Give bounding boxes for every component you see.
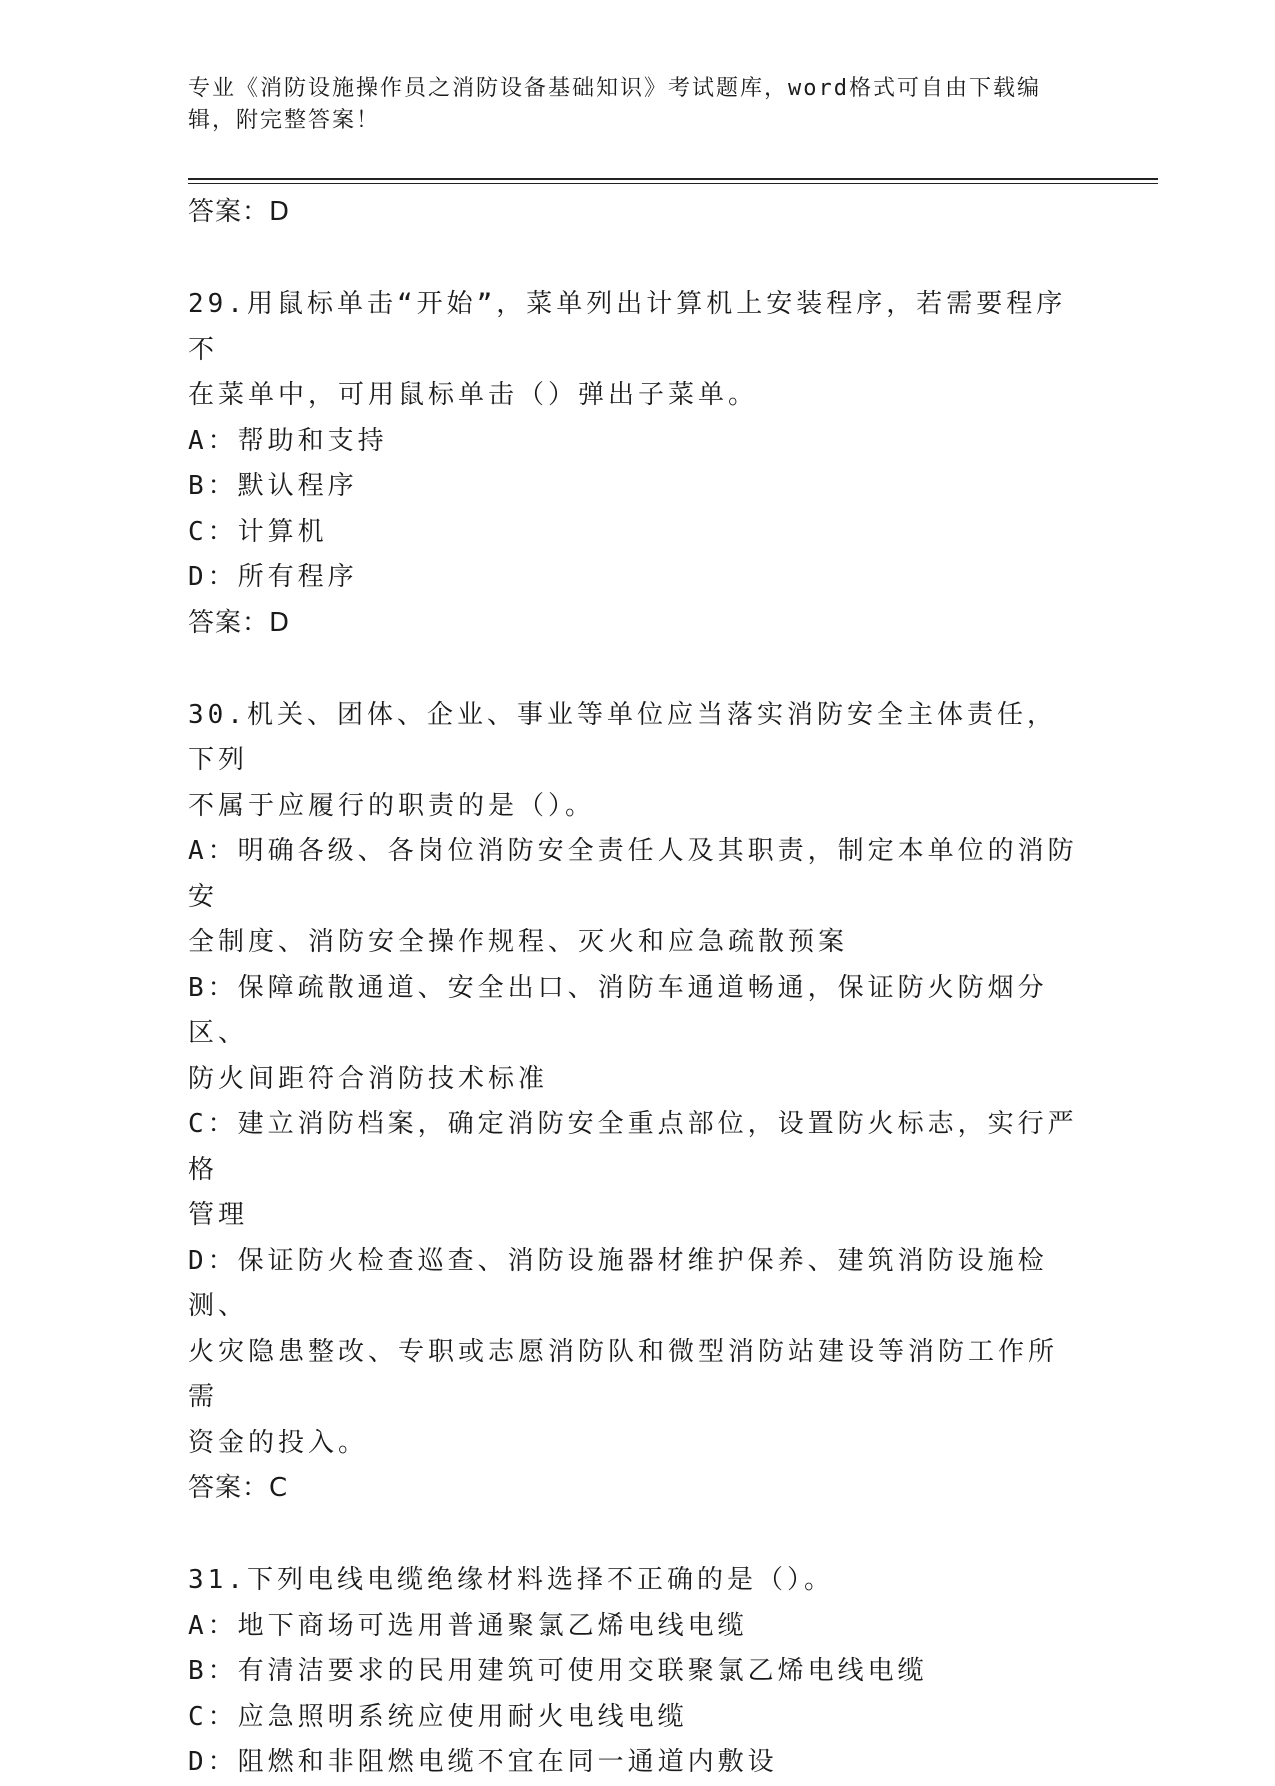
option-d: D：保证防火检查巡查、消防设施器材维护保养、建筑消防设施检测、 [188, 1245, 1048, 1321]
question-stem: 在菜单中，可用鼠标单击（）弹出子菜单。 [188, 380, 759, 410]
question-stem: 29.用鼠标单击“开始”，菜单列出计算机上安装程序，若需要程序不 [188, 289, 1067, 365]
option-c: C：建立消防档案，确定消防安全重点部位，设置防火标志，实行严格 [188, 1109, 1078, 1185]
spacer [188, 234, 1078, 282]
header-rule-thick [188, 178, 1158, 180]
option-d: D：阻燃和非阻燃电缆不宜在同一通道内敷设 [188, 1747, 778, 1777]
option-d: D：所有程序 [188, 562, 358, 592]
option-b: B：默认程序 [188, 471, 358, 501]
option-b: 防火间距符合消防技术标准 [188, 1063, 549, 1094]
option-c: 管理 [188, 1200, 249, 1230]
option-c: C：应急照明系统应使用耐火电线电缆 [188, 1701, 688, 1732]
question-stem: 31.下列电线电缆绝缘材料选择不正确的是（）。 [188, 1565, 834, 1595]
option-a: A：帮助和支持 [188, 425, 388, 456]
option-c: C：计算机 [188, 516, 328, 547]
header-rule-thin [188, 183, 1158, 184]
option-a: 全制度、消防安全操作规程、灭火和应急疏散预案 [188, 927, 849, 957]
spacer [188, 1510, 1078, 1558]
question-30 [188, 693, 1078, 1511]
spacer [188, 645, 1078, 693]
option-a: A：地下商场可选用普通聚氯乙烯电线电缆 [188, 1610, 748, 1641]
option-b: B：有清洁要求的民用建筑可使用交联聚氯乙烯电线电缆 [188, 1656, 928, 1686]
answer-line: 答案：D [188, 607, 291, 638]
option-d: 资金的投入。 [188, 1427, 369, 1458]
answer-line: 答案：D [188, 197, 291, 227]
question-stem: 30.机关、团体、企业、事业等单位应当落实消防安全主体责任，下列 [188, 699, 1057, 775]
question-list [188, 190, 1078, 1786]
question-29 [188, 282, 1078, 645]
question-31 [188, 1558, 1078, 1786]
option-d: 火灾隐患整改、专职或志愿消防队和微型消防站建设等消防工作所需 [188, 1336, 1059, 1412]
answer-line: 答案：C [188, 1473, 289, 1503]
question-stem: 不属于应履行的职责的是（）。 [188, 790, 596, 821]
page-header: 专业《消防设施操作员之消防设备基础知识》考试题库，word格式可自由下载编辑，附完整答案！ [188, 76, 1041, 133]
option-a: A：明确各级、各岗位消防安全责任人及其职责，制定本单位的消防安 [188, 836, 1078, 912]
option-b: B：保障疏散通道、安全出口、消防车通道畅通，保证防火防烟分区、 [188, 972, 1048, 1048]
